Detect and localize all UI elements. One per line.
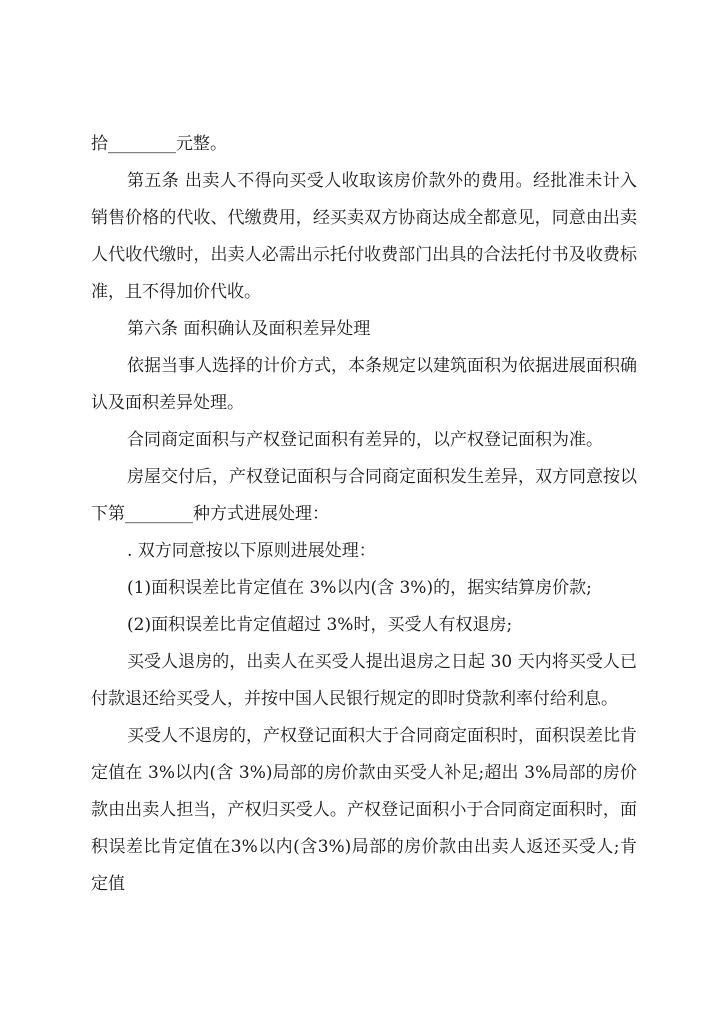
- paragraph-principles: . 双方同意按以下原则进展处理：: [127, 541, 376, 561]
- paragraph-article-5: 第五条 出卖人不得向买受人收取该房价款外的费用。经批准未计入销售价格的代收、代缴费用，经买卖双方协商达成全都意见，同意由出卖人代收代缴时，出卖人必需出示托付收费部门出具的合法托付书及收费标准，且不得加价代收。: [91, 171, 637, 302]
- paragraph-rule-2: (2)面积误差比肯定值超过 3%时，买受人有权退房;: [127, 615, 513, 635]
- paragraph-refund: 买受人退房的，出卖人在买受人提出退房之日起 30 天内将买受人已付款退还给买受人，并按中国人民银行规定的即时贷款利率付给利息。: [91, 652, 637, 709]
- heading-article-6: 第六条 面积确认及面积差异处理: [127, 319, 371, 339]
- paragraph-amount-line: 拾________元整。: [91, 134, 227, 154]
- paragraph-no-refund: 买受人不退房的，产权登记面积大于合同商定面积时，面积误差比肯定值在 3%以内(含 3%)局部的房价款由买受人补足;超出 3%局部的房价款由出卖人担当，产权归买受人。产权登记面积小于合同商定面积时，面积误差比肯定值在3%以内(含3%)局部的房价款由出卖人返还买受人;肯定值: [91, 726, 637, 894]
- paragraph-pricing-basis: 依据当事人选择的计价方式，本条规定以建筑面积为依据进展面积确认及面积差异处理。: [91, 356, 637, 413]
- document-body: [91, 126, 637, 903]
- paragraph-area-discrepancy: 合同商定面积与产权登记面积有差异的，以产权登记面积为准。: [127, 430, 603, 450]
- paragraph-after-delivery: 房屋交付后，产权登记面积与合同商定面积发生差异，双方同意按以下第________种方式进展处理：: [91, 467, 637, 524]
- paragraph-rule-1: (1)面积误差比肯定值在 3%以内(含 3%)的，据实结算房价款;: [127, 578, 592, 598]
